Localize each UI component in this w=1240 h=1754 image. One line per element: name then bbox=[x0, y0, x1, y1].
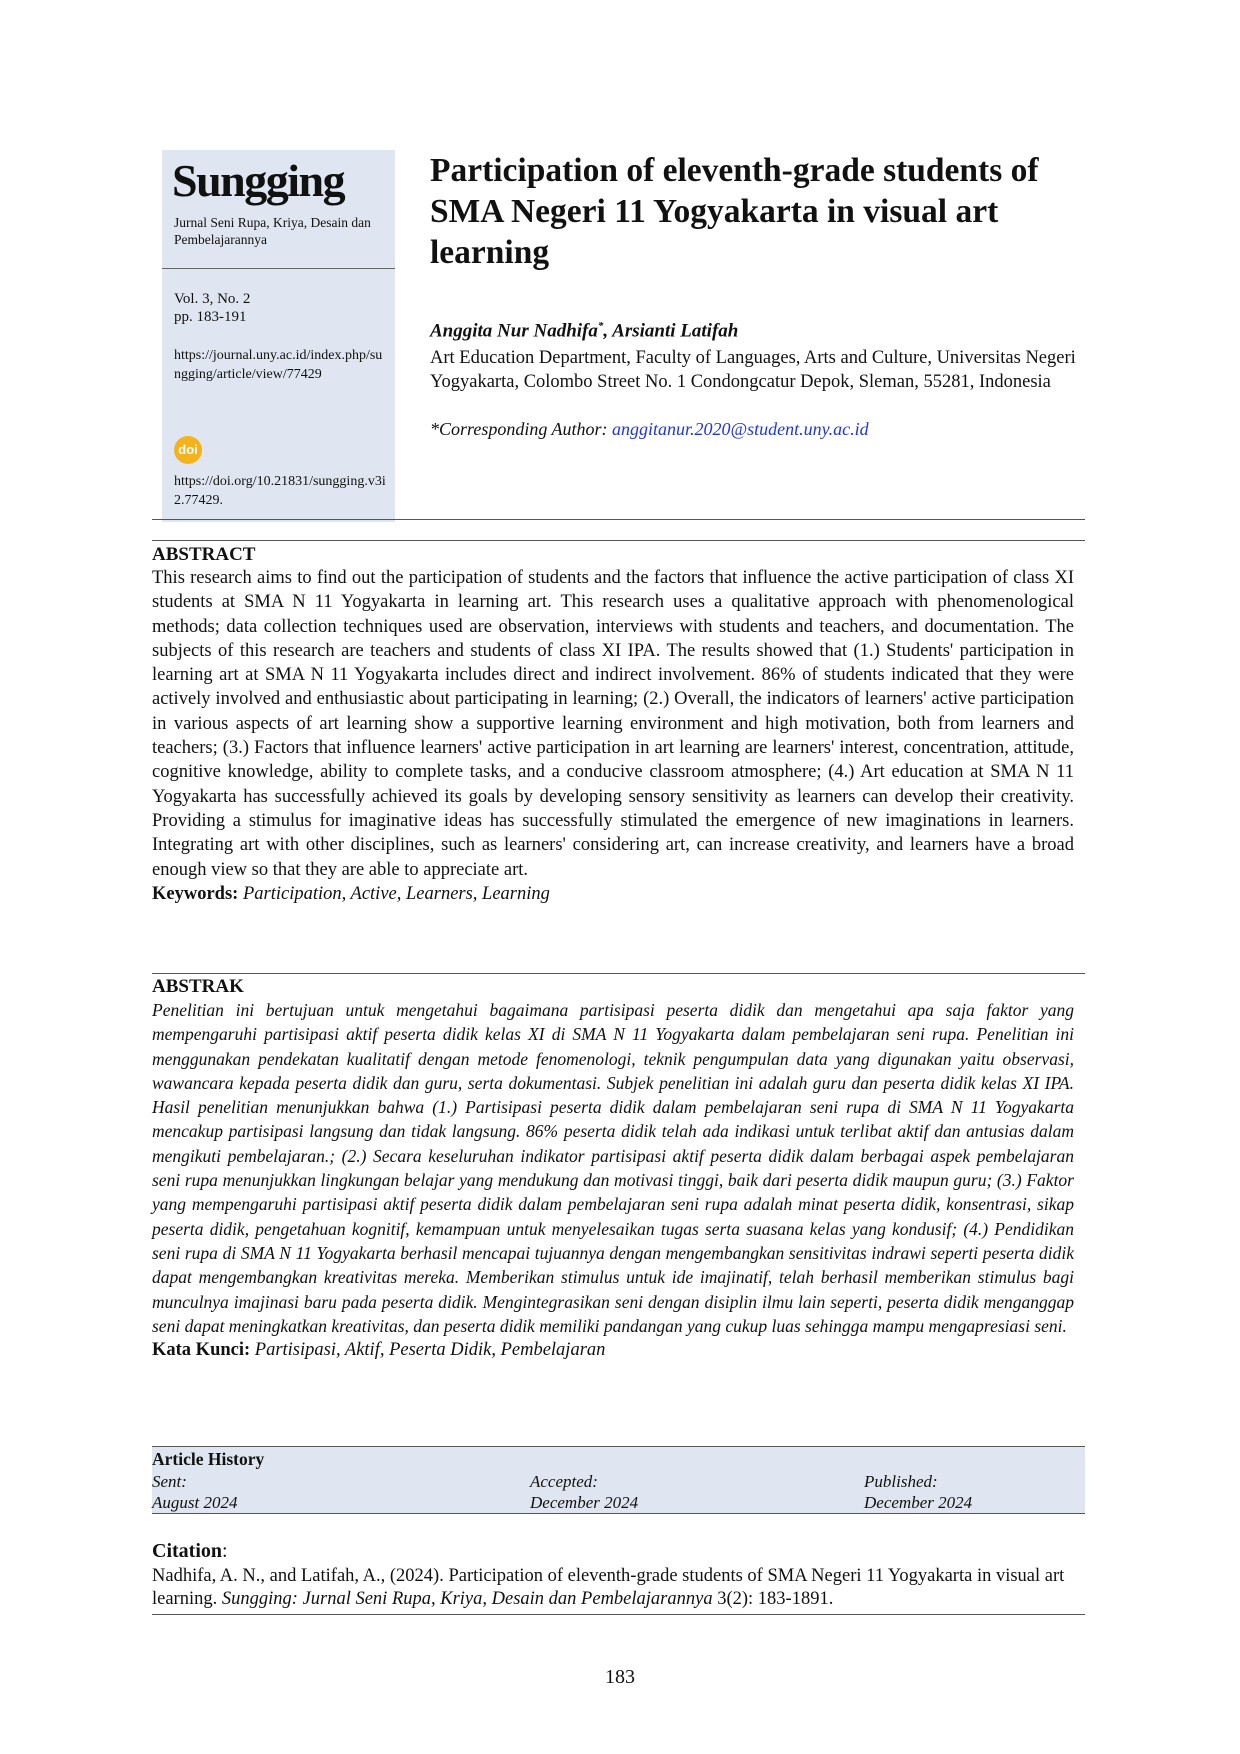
keywords bbox=[152, 882, 1074, 906]
abstrak-body: Penelitian ini bertujuan untuk mengetahui bagaimana partisipasi peserta didik dan mengetahui apa saja faktor yang mempengaruhi partisipasi aktif peserta didik kelas XI di SMA N 11 Yogyakarta dalam pembelajaran seni rupa. Penelitian ini menggunakan pendekatan kualitatif dengan metode fenomenologi, teknik pengumpulan data yang digunakan yaitu observasi, wawancara kepada peserta didik dan guru, serta dokumentasi. Subjek penelitian ini adalah guru dan peserta didik kelas XI IPA. Hasil penelitian menunjukkan bahwa (1.) Partisipasi peserta didik dalam pembelajaran seni rupa di SMA N 11 Yogyakarta mencakup partisipasi langsung dan tidak langsung. 86% peserta didik telah ada indikasi untuk terlibat aktif dan antusias dalam mengikuti pembelajaran.; (2.) Secara keseluruhan indikator partisipasi aktif peserta didik dalam berbagai aspek pembelajaran seni rupa menunjukkan lingkungan belajar yang mendukung dan motivasi tinggi, baik dari peserta didik maupun guru; (3.) Faktor yang mempengaruhi partisipasi aktif peserta didik dalam pembelajaran seni rupa adalah minat peserta didik, konsentrasi, sikap peserta didik, pengetahuan kognitif, kemampuan untuk menyelesaikan tugas serta suasana kelas yang kondusif; (4.) Pendidikan seni rupa di SMA N 11 Yogyakarta berhasil mencapai tujuannya dengan mengembangkan sensitivitas indrawi seperti peserta didik dapat mengembangkan kreativitas mereka. Memberikan stimulus untuk ide imajinatif, telah berhasil memberikan stimulus bagi munculnya imajinasi baru pada peserta didik. Mengintegrasikan seni dengan disiplin ilmu lain seperti, peserta didik menganggap seni dapat meningkatkan kreativitas, dan peserta didik memiliki pandangan yang cukup luas sehingga mampu mengapresiasi seni. bbox=[152, 1000, 1074, 1336]
affiliation: Art Education Department, Faculty of Languages, Arts and Culture, Universitas Negeri Yogyakarta, Colombo Street No. 1 Condongcatur Depok, Sleman, 55281, Indonesia bbox=[430, 348, 1076, 392]
kata-kunci bbox=[152, 1338, 1074, 1362]
volume-number: Vol. 3, No. 2 bbox=[174, 291, 251, 307]
volume-info bbox=[174, 290, 250, 326]
sent-date: August 2024 bbox=[152, 1493, 238, 1512]
keywords-list: Participation, Active, Learners, Learning bbox=[242, 883, 550, 904]
abstrak-section bbox=[152, 976, 1074, 1362]
citation-volume: 3(2): 183-1891. bbox=[712, 1589, 834, 1609]
keywords-label: Keywords: bbox=[152, 883, 239, 904]
abstract-body: This research aims to find out the participation of students and the factors that influence the active participation of class XI students at SMA N 11 Yogyakarta in learning art. This research uses a qualitative approach with phenomenological methods; data collection techniques used are observation, interviews with students and teachers, and documentation. The subjects of this research are teachers and students of class XI IPA. The results showed that (1.) Students' participation in learning art at SMA N 11 Yogyakarta includes direct and indirect involvement. 86% of students indicated that they were actively involved and enthusiastic about participating in learning; (2.) Overall, the indicators of learners' active participation in various aspects of art learning show a supportive learning environment and high motivation, both from learners and teachers; (3.) Factors that influence learners' active participation in art learning are learners' interest, concentration, attitude, cognitive knowledge, ability to complete tasks, and a conducive classroom atmosphere; (4.) Art education at SMA N 11 Yogyakarta has successfully achieved its goals by developing sensory sensitivity as learners can develop their creativity. Providing a stimulus for imaginative ideas has successfully stimulated the emergence of new imaginations in learners. Integrating art with other disciplines, such as learners' considering art, can increase creativity, and learners have a broad enough view so that they are able to appreciate art. bbox=[152, 568, 1074, 880]
author-name: Anggita Nur Nadhifa bbox=[430, 320, 598, 342]
doi-icon: doi bbox=[174, 436, 202, 464]
history-title: Article History bbox=[152, 1449, 265, 1469]
published-label: Published: bbox=[864, 1472, 938, 1491]
author-name: , Arsianti Latifah bbox=[603, 320, 739, 342]
published-date: December 2024 bbox=[864, 1493, 973, 1512]
kata-kunci-list: Partisipasi, Aktif, Peserta Didik, Pembelajaran bbox=[254, 1340, 606, 1361]
citation-heading-text: Citation bbox=[152, 1540, 222, 1562]
journal-subtitle: Jurnal Seni Rupa, Kriya, Desain dan Pembelajarannya bbox=[174, 215, 371, 247]
author-list bbox=[430, 320, 738, 342]
citation-journal: Sungging: Jurnal Seni Rupa, Kriya, Desain dan Pembelajarannya bbox=[221, 1589, 713, 1609]
kata-kunci-label: Kata Kunci: bbox=[152, 1340, 251, 1361]
abstract-section bbox=[152, 544, 1074, 906]
corresponding-label: *Corresponding Author: bbox=[430, 419, 613, 439]
abstract-heading: ABSTRACT bbox=[152, 544, 256, 565]
journal-logo: Sungging bbox=[172, 155, 345, 206]
page-range: pp. 183-191 bbox=[174, 309, 247, 325]
citation-heading bbox=[152, 1540, 228, 1563]
abstrak-heading: ABSTRAK bbox=[152, 976, 244, 997]
abstract-top-rule bbox=[152, 540, 1085, 541]
history-sent bbox=[152, 1471, 237, 1513]
doi-link[interactable]: https://doi.org/10.21831/sungging.v3i2.77429. bbox=[174, 474, 386, 508]
history-accepted bbox=[530, 1471, 638, 1513]
article-title: Participation of eleventh-grade students of SMA Negeri 11 Yogyakarta in visual art learning bbox=[430, 152, 1039, 271]
header-rule bbox=[152, 519, 1085, 520]
article-url-link[interactable]: https://journal.uny.ac.id/index.php/sungging/article/view/77429 bbox=[174, 348, 383, 382]
citation-rule bbox=[152, 1614, 1085, 1615]
article-history bbox=[152, 1446, 1085, 1514]
abstrak-top-rule bbox=[152, 973, 1085, 974]
corresponding-mark: * bbox=[597, 320, 604, 332]
page-number: 183 bbox=[605, 1666, 635, 1688]
corresponding-author bbox=[430, 419, 869, 440]
citation-text bbox=[152, 1565, 1085, 1611]
citation-heading-colon: : bbox=[222, 1540, 228, 1562]
citation-plain: Nadhifa, A. N., and Latifah, A., (2024). Participation of eleventh-grade students of SMA Negeri 11 Yogyakarta in visual art learning. bbox=[152, 1566, 1065, 1609]
accepted-date: December 2024 bbox=[530, 1493, 639, 1512]
history-published bbox=[864, 1471, 972, 1513]
accepted-label: Accepted: bbox=[530, 1472, 598, 1491]
sidebar-divider bbox=[162, 268, 395, 269]
sent-label: Sent: bbox=[152, 1472, 187, 1491]
journal-info-box bbox=[162, 150, 395, 522]
corresponding-email-link[interactable]: anggitanur.2020@student.uny.ac.id bbox=[612, 419, 869, 439]
